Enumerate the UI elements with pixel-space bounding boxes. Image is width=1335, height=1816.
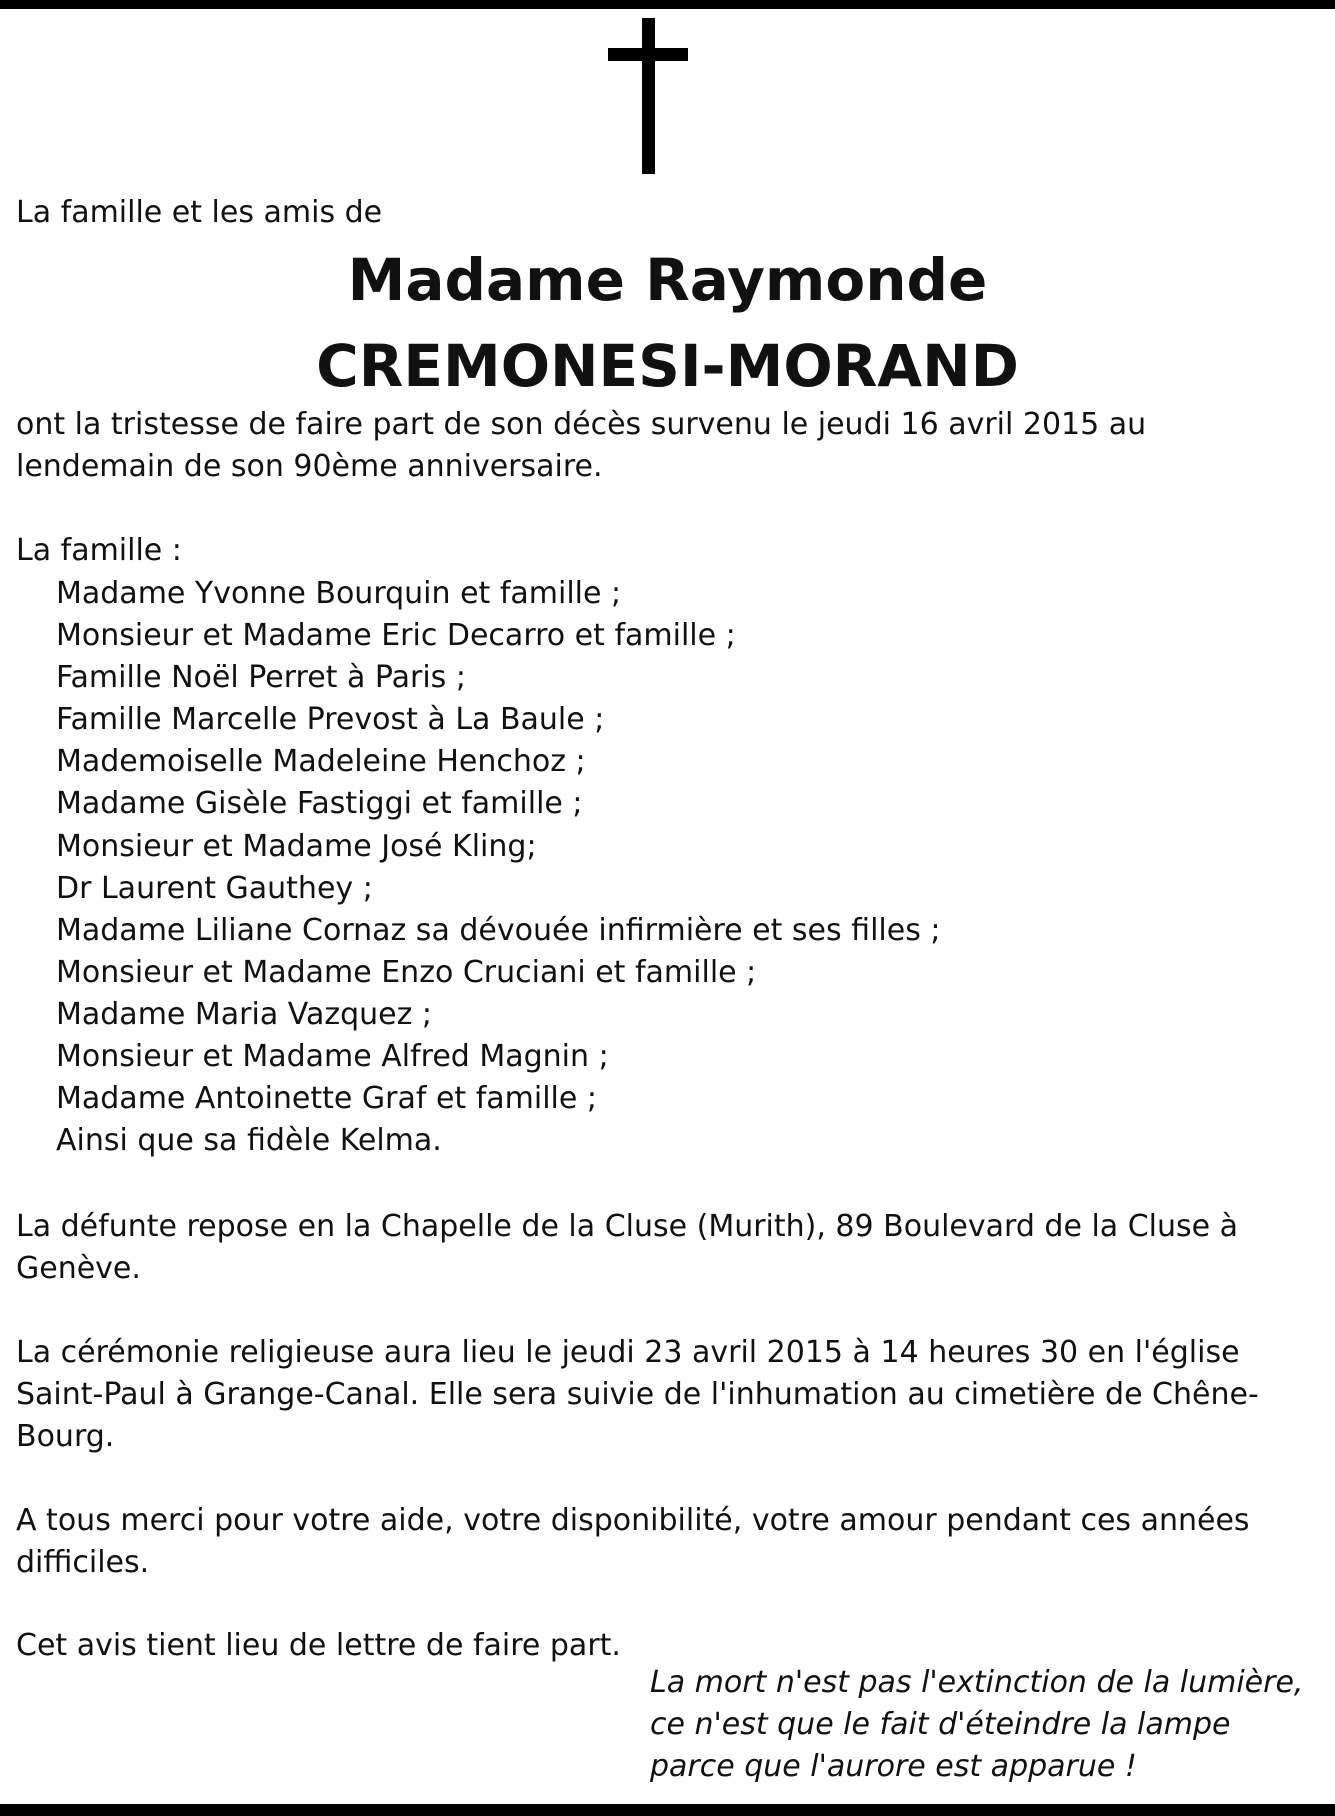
cross-icon xyxy=(608,18,688,174)
announcement-paragraph xyxy=(16,404,1306,488)
family-member-item: Madame Antoinette Graf et famille ; xyxy=(56,1081,597,1117)
family-member-item: Monsieur et Madame José Kling; xyxy=(56,828,537,864)
family-member-item: Dr Laurent Gauthey ; xyxy=(56,870,373,906)
family-member-item: Famille Noël Perret à Paris ; xyxy=(56,660,466,696)
family-members-list xyxy=(56,573,940,1162)
family-member-item: Monsieur et Madame Eric Decarro et famille ; xyxy=(56,618,736,654)
family-member-item: Madame Gisèle Fastiggi et famille ; xyxy=(56,786,583,822)
ceremony-line: Bourg. xyxy=(16,1419,115,1454)
family-member-item: Mademoiselle Madeleine Henchoz ; xyxy=(56,744,586,780)
announcement-line: ont la tristesse de faire part de son décès survenu le jeudi 16 avril 2015 au xyxy=(16,407,1147,442)
ceremony-line: Saint-Paul à Grange-Canal. Elle sera suivie de l'inhumation au cimetière de Chêne- xyxy=(16,1377,1259,1412)
bottom-border-rule xyxy=(0,1804,1335,1816)
thanks-line: A tous merci pour votre aide, votre disponibilité, votre amour pendant ces années xyxy=(16,1503,1250,1538)
quote-line: La mort n'est pas l'extinction de la lumière, xyxy=(650,1665,1304,1700)
family-member-item: Famille Marcelle Prevost à La Baule ; xyxy=(56,702,605,738)
family-label: La famille : xyxy=(16,533,182,568)
ceremony-line: La cérémonie religieuse aura lieu le jeudi 23 avril 2015 à 14 heures 30 en l'église xyxy=(16,1335,1240,1370)
quote-line: ce n'est que le fait d'éteindre la lampe xyxy=(650,1707,1231,1742)
announcement-line: lendemain de son 90ème anniversaire. xyxy=(16,449,603,484)
rest-place-line: Genève. xyxy=(16,1251,141,1286)
quote-line: parce que l'aurore est apparue ! xyxy=(650,1749,1137,1784)
notice-text: Cet avis tient lieu de lettre de faire part. xyxy=(16,1628,621,1663)
family-member-item: Monsieur et Madame Alfred Magnin ; xyxy=(56,1039,609,1075)
closing-quote xyxy=(650,1662,1303,1788)
deceased-name-line-2: CREMONESI-MORAND xyxy=(316,332,1019,400)
intro-text: La famille et les amis de xyxy=(16,195,383,230)
ceremony-paragraph xyxy=(16,1332,1306,1458)
rest-place-paragraph xyxy=(16,1206,1306,1290)
thanks-paragraph xyxy=(16,1500,1306,1584)
family-member-item: Madame Yvonne Bourquin et famille ; xyxy=(56,576,622,611)
family-member-item: Monsieur et Madame Enzo Cruciani et famille ; xyxy=(56,954,757,990)
top-border-rule xyxy=(0,0,1335,9)
rest-place-line: La défunte repose en la Chapelle de la Cluse (Murith), 89 Boulevard de la Cluse à xyxy=(16,1209,1239,1244)
family-member-item: Ainsi que sa fidèle Kelma. xyxy=(56,1123,442,1159)
thanks-line: difficiles. xyxy=(16,1545,150,1580)
family-member-item: Madame Maria Vazquez ; xyxy=(56,996,432,1032)
family-member-item: Madame Liliane Cornaz sa dévouée infirmière et ses filles ; xyxy=(56,912,941,948)
deceased-name-line-1: Madame Raymonde xyxy=(347,246,988,314)
